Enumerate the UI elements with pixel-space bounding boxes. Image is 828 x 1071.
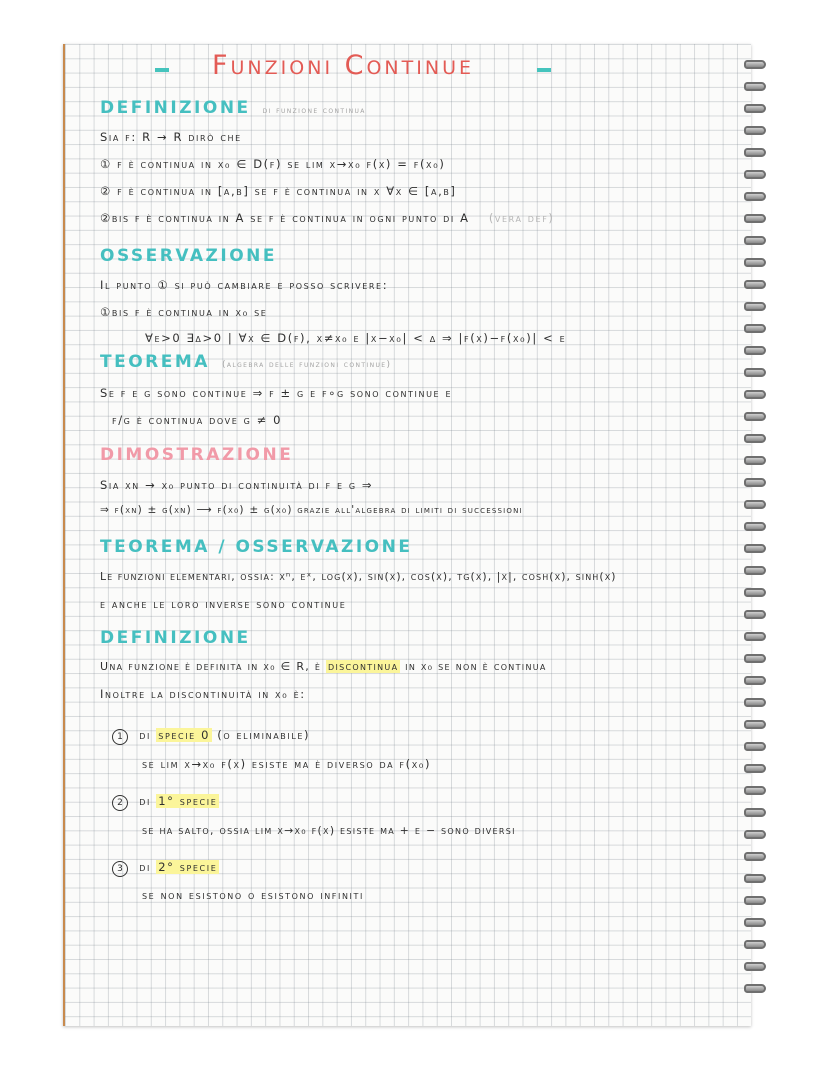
spiral-ring <box>744 258 766 267</box>
def1-item-2bis-text: ②bis f è continua in A se f è continua in ogni punto di A <box>100 211 470 225</box>
def2-line-1-pre: Una funzione è definita in x₀ ∈ R, è <box>100 660 322 673</box>
teo1-line-2: f/g è continua dove g ≠ 0 <box>112 413 283 427</box>
dim-line-1: Sia xn → x₀ punto di continuità di f e g ⇒ <box>100 478 374 492</box>
heading-teorema <box>100 352 391 372</box>
spiral-ring <box>744 544 766 553</box>
spiral-ring <box>744 104 766 113</box>
discontinuity-type-3-desc: se non esistono o esistono infiniti <box>142 888 364 902</box>
discontinuity-type-3 <box>112 860 219 877</box>
heading-text: DEFINIZIONE <box>100 98 251 118</box>
def1-item-1: ① f è continua in x₀ ∈ D(f) se lim x→x₀ f(x) = f(x₀) <box>100 157 446 171</box>
highlight-discontinua: discontinua <box>328 660 399 673</box>
def1-item-2: ② f è continua in [a,b] se f è continua in x ∀x ∈ [a,b] <box>100 184 457 198</box>
spiral-ring <box>744 742 766 751</box>
def2-line-1 <box>100 660 547 673</box>
teo2-line-2: e anche le loro inverse sono continue <box>100 597 347 611</box>
page-title: Funzioni Continue <box>212 50 474 81</box>
circled-number-2: 2 <box>112 795 128 811</box>
oss1-line-2: ①bis f è continua in x₀ se <box>100 305 268 319</box>
circled-number-3: 3 <box>112 861 128 877</box>
spiral-ring <box>744 478 766 487</box>
def1-intro: Sia f: R → R dirò che <box>100 130 242 144</box>
spiral-ring <box>744 808 766 817</box>
spiral-ring <box>744 434 766 443</box>
spiral-ring <box>744 654 766 663</box>
spiral-ring <box>744 786 766 795</box>
spiral-ring <box>744 896 766 905</box>
spiral-ring <box>744 676 766 685</box>
spiral-ring <box>744 412 766 421</box>
discontinuity-type-2-desc: se ha salto, ossia lim x→x₀ f(x) esiste ma + e − sono diversi <box>142 824 516 837</box>
heading-definizione-2: DEFINIZIONE <box>100 628 251 648</box>
spiral-ring <box>744 918 766 927</box>
spiral-ring <box>744 390 766 399</box>
spiral-ring <box>744 852 766 861</box>
spiral-ring <box>744 720 766 729</box>
spiral-ring <box>744 280 766 289</box>
oss1-line-3: ∀ε>0 ∃δ>0 | ∀x ∈ D(f), x≠x₀ e |x−x₀| < δ ⇒ |f(x)−f(x₀)| < ε <box>145 331 567 345</box>
spiral-ring <box>744 214 766 223</box>
highlight-specie-1: 1° specie <box>158 794 218 808</box>
heading-dimostrazione: DIMOSTRAZIONE <box>100 445 294 465</box>
spiral-ring <box>744 874 766 883</box>
heading-text: TEOREMA <box>100 352 210 372</box>
spiral-ring <box>744 126 766 135</box>
spiral-ring <box>744 324 766 333</box>
highlight-specie-2: 2° specie <box>158 860 218 874</box>
spiral-ring <box>744 940 766 949</box>
teo1-line-1: Se f e g sono continue ⇒ f ± g e f∘g sono continue e <box>100 386 453 400</box>
spiral-ring <box>744 148 766 157</box>
discontinuity-type-1-desc: se lim x→x₀ f(x) esiste ma è diverso da f(x₀) <box>142 757 432 771</box>
def2-line-2: Inoltre la discontinuità in x₀ è: <box>100 687 306 701</box>
heading-teorema-osservazione: TEOREMA / OSSERVAZIONE <box>100 537 413 557</box>
type-1-prefix: di <box>139 728 151 742</box>
heading-osservazione: OSSERVAZIONE <box>100 246 277 266</box>
circled-number-1: 1 <box>112 729 128 745</box>
spiral-ring <box>744 170 766 179</box>
type-2-prefix: di <box>139 794 151 808</box>
spiral-ring <box>744 60 766 69</box>
def1-item-2bis <box>100 211 555 225</box>
spiral-ring <box>744 500 766 509</box>
discontinuity-type-1 <box>112 728 310 745</box>
highlight-specie-0: specie 0 <box>158 728 210 742</box>
spiral-ring <box>744 522 766 531</box>
spiral-ring <box>744 346 766 355</box>
dim-line-2: ⇒ f(xn) ± g(xn) ⟶ f(x₀) ± g(x₀) grazie all'algebra di limiti di successioni <box>100 504 523 516</box>
heading-subtitle: di funzione continua <box>262 106 366 116</box>
oss1-line-1: Il punto ① si può cambiare e posso scrivere: <box>100 278 389 292</box>
discontinuity-type-2 <box>112 794 219 811</box>
type-1-suffix: (o eliminabile) <box>217 728 311 742</box>
teo2-line-1: Le funzioni elementari, ossia: xⁿ, eˣ, log(x), sin(x), cos(x), tg(x), |x|, cosh(x), sinh(x) <box>100 570 617 583</box>
spiral-ring <box>744 830 766 839</box>
spiral-ring <box>744 236 766 245</box>
spiral-ring <box>744 764 766 773</box>
spiral-ring <box>744 610 766 619</box>
type-3-prefix: di <box>139 860 151 874</box>
spiral-ring <box>744 82 766 91</box>
title-dash-right <box>537 68 551 72</box>
spiral-ring <box>744 302 766 311</box>
heading-subtitle: (algebra delle funzioni continue) <box>221 360 392 370</box>
spiral-ring <box>744 962 766 971</box>
spiral-ring <box>744 984 766 993</box>
def1-item-2bis-note: (vera def) <box>488 211 555 225</box>
spiral-ring <box>744 192 766 201</box>
spiral-ring <box>744 368 766 377</box>
heading-definizione-1 <box>100 98 366 118</box>
spiral-ring <box>744 588 766 597</box>
spiral-ring <box>744 632 766 641</box>
spiral-ring <box>744 456 766 465</box>
spiral-ring <box>744 698 766 707</box>
spiral-binding <box>744 60 770 1010</box>
def2-line-1-post: in x₀ se non è continua <box>405 660 547 673</box>
title-dash-left <box>155 68 169 72</box>
spiral-ring <box>744 566 766 575</box>
